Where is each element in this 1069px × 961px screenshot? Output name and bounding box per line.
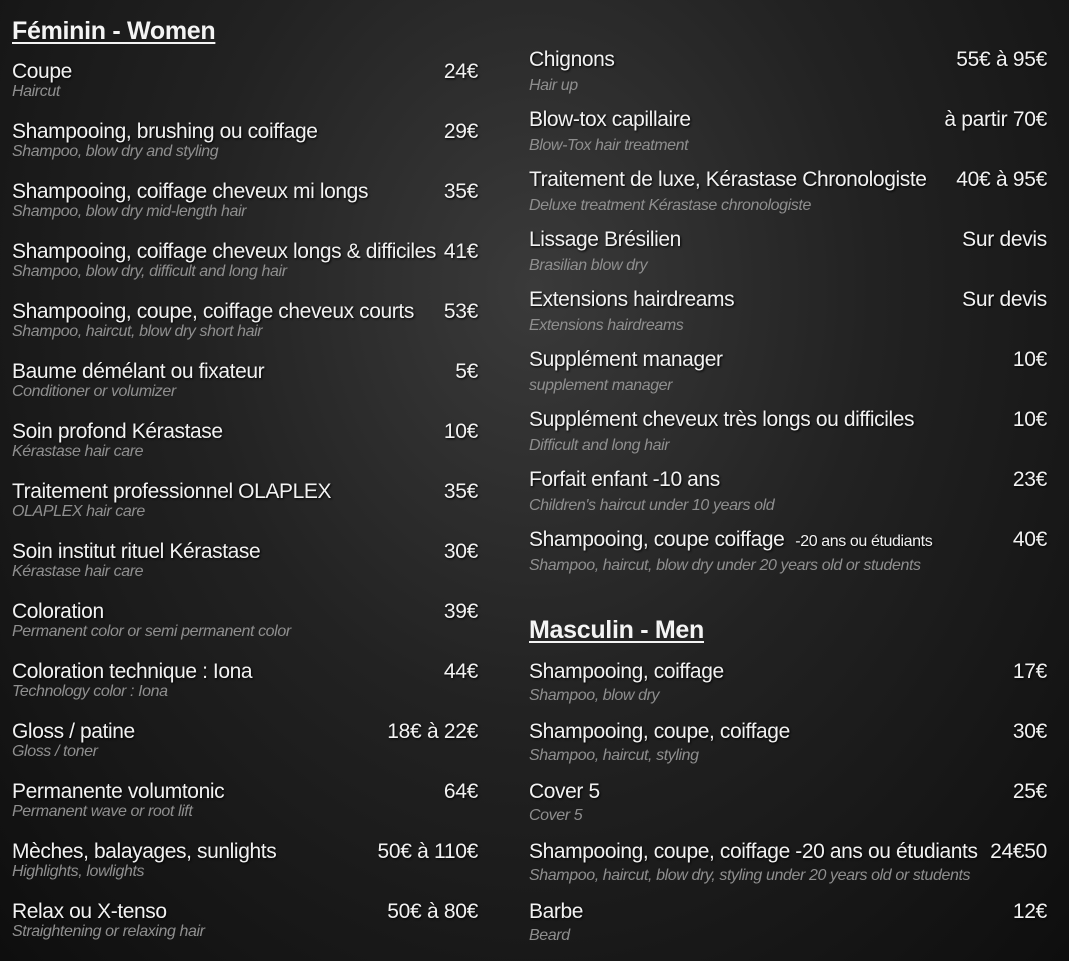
item-translation: Brasilian blow dry: [529, 257, 648, 274]
item-price: Sur devis: [962, 288, 1047, 311]
item-name: Coloration technique : Iona: [12, 660, 253, 683]
price-item: [529, 46, 1047, 102]
item-price: 10€: [1012, 408, 1047, 431]
item-translation: Shampoo, haircut, blow dry, styling under 20 years old or students: [529, 867, 971, 884]
item-translation: Shampoo, blow dry and styling: [12, 143, 219, 160]
price-item: [529, 226, 1047, 282]
item-price: à partir 70€: [944, 108, 1047, 131]
price-item: [529, 406, 1047, 462]
item-name: Shampooing, coupe, coiffage cheveux courts: [12, 300, 414, 323]
item-name: Extensions hairdreams: [529, 288, 735, 311]
item-translation: Kérastase hair care: [12, 443, 144, 460]
item-name-text: Shampooing, coupe coiffage: [529, 528, 785, 551]
item-price: 64€: [443, 780, 478, 803]
item-price: 30€: [443, 540, 478, 563]
item-price: 39€: [443, 600, 478, 623]
item-price: 35€: [443, 480, 478, 503]
item-translation: Technology color : Iona: [12, 683, 168, 700]
price-item: [12, 418, 478, 474]
price-item: [529, 778, 1047, 834]
item-translation: Shampoo, blow dry: [529, 687, 660, 704]
item-name: Shampooing, coiffage cheveux mi longs: [12, 180, 369, 203]
item-price: Sur devis: [962, 228, 1047, 251]
item-name: Blow-tox capillaire: [529, 108, 691, 131]
item-price: 35€: [443, 180, 478, 203]
item-translation: Straightening or relaxing hair: [12, 923, 205, 940]
item-name: Coupe: [12, 60, 72, 83]
item-price: 44€: [443, 660, 478, 683]
item-translation: Deluxe treatment Kérastase chronologiste: [529, 197, 811, 214]
item-name: Relax ou X-tenso: [12, 900, 167, 923]
item-name: Soin profond Kérastase: [12, 420, 223, 443]
item-name: Cover 5: [529, 780, 600, 803]
men-section-title: Masculin - Men: [529, 616, 704, 644]
price-item: [12, 298, 478, 354]
price-item: [12, 718, 478, 774]
item-translation: Beard: [529, 927, 570, 944]
item-translation: Extensions hairdreams: [529, 317, 684, 334]
item-price: 55€ à 95€: [956, 48, 1047, 71]
item-price: 30€: [1012, 720, 1047, 743]
item-translation: Difficult and long hair: [529, 437, 670, 454]
item-translation: Permanent color or semi permanent color: [12, 623, 291, 640]
item-translation: Conditioner or volumizer: [12, 383, 176, 400]
item-price: 29€: [443, 120, 478, 143]
item-translation: Gloss / toner: [12, 743, 98, 760]
item-name: Shampooing, coupe, coiffage -20 ans ou étudiants: [529, 840, 978, 863]
item-translation: Shampoo, blow dry, difficult and long hair: [12, 263, 287, 280]
item-translation: Haircut: [12, 83, 60, 100]
women-section-title: Féminin - Women: [12, 17, 216, 45]
price-item: [12, 178, 478, 234]
price-item: [12, 778, 478, 834]
item-name: Soin institut rituel Kérastase: [12, 540, 261, 563]
item-name: Supplément cheveux très longs ou difficiles: [529, 408, 915, 431]
item-name: Forfait enfant -10 ans: [529, 468, 720, 491]
price-item: [529, 286, 1047, 342]
item-translation: Kérastase hair care: [12, 563, 144, 580]
price-item: [529, 898, 1047, 954]
item-name: Chignons: [529, 48, 615, 71]
price-item: [529, 658, 1047, 714]
item-name: Supplément manager: [529, 348, 723, 371]
item-name: Coloration: [12, 600, 104, 623]
item-price: 23€: [1012, 468, 1047, 491]
item-translation: Highlights, lowlights: [12, 863, 145, 880]
item-name: Shampooing, coiffage: [529, 660, 724, 683]
item-translation: Shampoo, haircut, blow dry under 20 years old or students: [529, 557, 921, 574]
item-name: Traitement professionnel OLAPLEX: [12, 480, 332, 503]
price-item: [529, 526, 1047, 582]
item-translation: Cover 5: [529, 807, 583, 824]
price-item: [529, 106, 1047, 162]
item-price: 41€: [443, 240, 478, 263]
price-item: [12, 238, 478, 294]
item-translation: Shampoo, haircut, styling: [529, 747, 699, 764]
item-price: 24€50: [990, 840, 1047, 863]
item-translation: Children's haircut under 10 years old: [529, 497, 775, 514]
item-price: 40€ à 95€: [956, 168, 1047, 191]
item-name: Baume démélant ou fixateur: [12, 360, 265, 383]
item-name: Permanente volumtonic: [12, 780, 225, 803]
item-price: 25€: [1012, 780, 1047, 803]
item-price: 24€: [443, 60, 478, 83]
item-name: Shampooing, coupe, coiffage: [529, 720, 790, 743]
item-price: 5€: [455, 360, 478, 383]
price-item: [529, 466, 1047, 522]
item-name: Traitement de luxe, Kérastase Chronologiste: [529, 168, 927, 191]
price-item: [529, 346, 1047, 402]
item-name: Mèches, balayages, sunlights: [12, 840, 277, 863]
item-price: 10€: [443, 420, 478, 443]
item-name: Shampooing, brushing ou coiffage: [12, 120, 318, 143]
price-item: [529, 166, 1047, 222]
item-price: 17€: [1012, 660, 1047, 683]
item-price: 50€ à 110€: [377, 840, 478, 863]
item-translation: Hair up: [529, 77, 578, 94]
item-name: Shampooing, coiffage cheveux longs & difficiles: [12, 240, 437, 263]
item-note: -20 ans ou étudiants: [795, 533, 933, 550]
item-translation: Shampoo, blow dry mid-length hair: [12, 203, 247, 220]
price-item: [12, 598, 478, 654]
price-item: [12, 838, 478, 894]
item-translation: Blow-Tox hair treatment: [529, 137, 689, 154]
item-price: 18€ à 22€: [387, 720, 478, 743]
price-item: [529, 718, 1047, 774]
price-item: [12, 538, 478, 594]
item-name: [529, 526, 932, 556]
item-price: 53€: [443, 300, 478, 323]
item-translation: OLAPLEX hair care: [12, 503, 145, 520]
price-item: [12, 58, 478, 114]
price-item: [12, 478, 478, 534]
item-name: Lissage Brésilien: [529, 228, 681, 251]
item-price: 50€ à 80€: [387, 900, 478, 923]
item-translation: Permanent wave or root lift: [12, 803, 193, 820]
price-item: [12, 658, 478, 714]
item-name: Gloss / patine: [12, 720, 135, 743]
item-price: 10€: [1012, 348, 1047, 371]
item-translation: supplement manager: [529, 377, 673, 394]
price-item: [12, 118, 478, 174]
price-item: [12, 358, 478, 414]
item-price: 40€: [1012, 528, 1047, 551]
item-translation: Shampoo, haircut, blow dry short hair: [12, 323, 263, 340]
price-item: [529, 838, 1047, 894]
price-item: [12, 898, 478, 954]
item-name: Barbe: [529, 900, 584, 923]
item-price: 12€: [1012, 900, 1047, 923]
